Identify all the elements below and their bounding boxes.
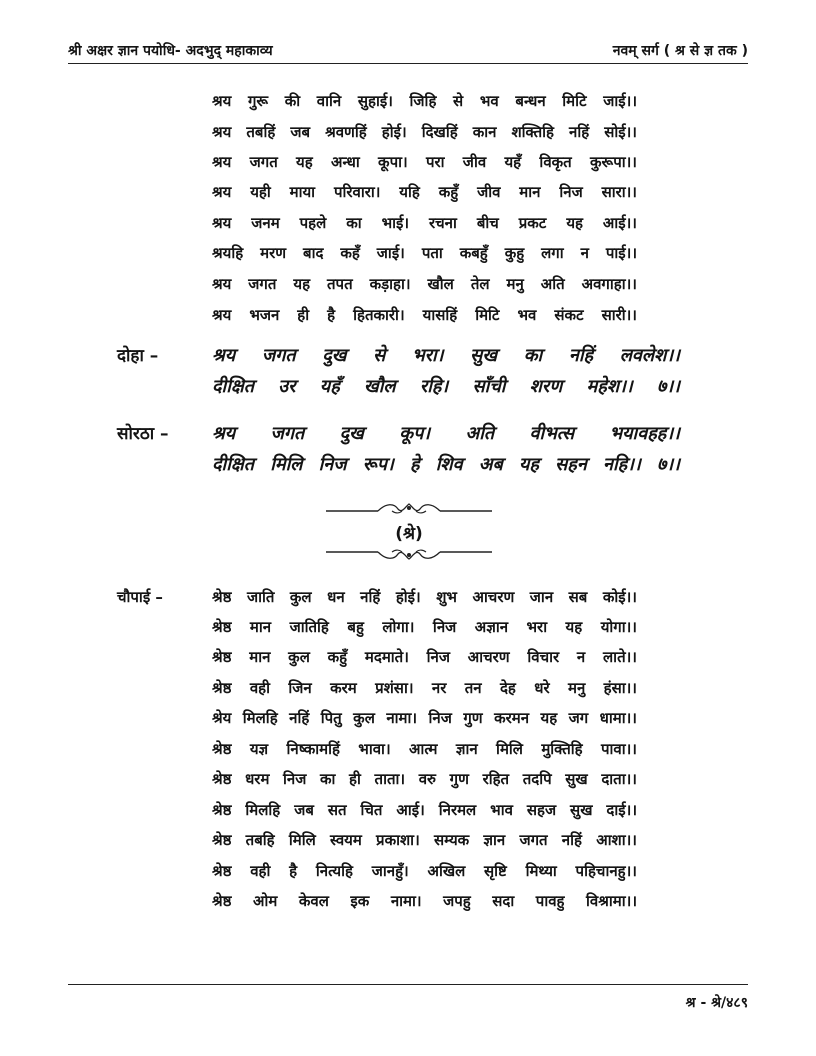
- doha-line: श्रय जगत दुख से भरा। सुख का नहिं लवलेश।।: [212, 345, 680, 366]
- soratha-line: दीक्षित मिलि निज रूप। हे शिव अब यह सहन नहि।। ७।।: [212, 454, 680, 475]
- ornament-divider-top: [326, 500, 492, 516]
- verse-line: श्रेष्ठ यज्ञ निष्कामहिं भावा। आत्म ज्ञान मिलि मुक्तिहि पावा।।: [212, 740, 637, 758]
- verse-line: श्रय जगत यह तपत कड़ाहा। खौल तेल मनु अति अवगाहा।।: [212, 275, 637, 293]
- chaupai-label: चौपाई –: [117, 588, 163, 606]
- verse-line: श्रेष्ठ मान जातिहि बहु लोगा। निज अज्ञान भरा यह योगा।।: [212, 618, 637, 636]
- verse-line: श्रेष्ठ मान कुल कहुँ मदमाते। निज आचरण विचार न लाते।।: [212, 648, 637, 666]
- header-rule: [68, 63, 748, 64]
- book-title: श्री अक्षर ज्ञान पयोधि- अदभुद् महाकाव्य: [68, 43, 273, 59]
- verse-line: श्रय गुरू की वानि सुहाई। जिहि से भव बन्धन मिटि जाई।।: [212, 92, 637, 110]
- page-number: श्र - श्रे/४८९: [685, 995, 748, 1011]
- doha-label: दोहा –: [117, 346, 159, 366]
- soratha-line: श्रय जगत दुख कूप। अति वीभत्स भयावहह।।: [212, 423, 680, 444]
- verse-line: श्रेष्ठ जाति कुल धन नहिं होई। शुभ आचरण जान सब कोई।।: [212, 588, 637, 606]
- verse-line: श्रेष्ठ ओम केवल इक नामा। जपहु सदा पावहु विश्रामा।।: [212, 892, 637, 910]
- verse-line: श्रेष्ठ मिलहि जब सत चित आई। निरमल भाव सहज सुख दाई।।: [212, 801, 637, 819]
- running-header: [68, 40, 748, 64]
- chapter-title: नवम् सर्ग ( श्र से ज्ञ तक ): [612, 43, 748, 59]
- verse-line: श्रेष्ठ धरम निज का ही ताता। वरु गुण रहित तदपि सुख दाता।।: [212, 770, 637, 788]
- verse-line: श्रेष्ठ वही जिन करम प्रशंसा। नर तन देह धरे मनु हंसा।।: [212, 679, 637, 697]
- verse-line: श्रय जगत यह अन्धा कूपा। परा जीव यहँ विकृत कुरूपा।।: [212, 153, 637, 171]
- verse-line: श्रेष्ठ वही है नित्यहि जानहुँ। अखिल सृष्टि मिथ्या पहिचानहु।।: [212, 862, 637, 880]
- doha-line: दीक्षित उर यहँ खौल रहि। साँची शरण महेश।। ७।।: [212, 376, 680, 397]
- verse-line: श्रेय मिलहि नहिं पितु कुल नामा। निज गुण करमन यह जग धामा।।: [212, 709, 637, 727]
- verse-line: श्रेष्ठ तबहि मिलि स्वयम प्रकाशा। सम्यक ज्ञान जगत नहिं आशा।।: [212, 831, 637, 849]
- verse-line: श्रय तबहिं जब श्रवणहिं होई। दिखहिं कान शक्तिहि नहिं सोई।।: [212, 123, 637, 141]
- verse-line: श्रय भजन ही है हितकारी। यासहिं मिटि भव संकट सारी।।: [212, 306, 637, 324]
- section-heading: (श्रे): [395, 524, 423, 544]
- verse-line: श्रय जनम पहले का भाई। रचना बीच प्रकट यह आई।।: [212, 214, 637, 232]
- ornament-divider-bottom: [326, 546, 492, 562]
- soratha-label: सोरठा –: [117, 424, 169, 444]
- verse-line: श्रय यही माया परिवारा। यहि कहुँ जीव मान निज सारा।।: [212, 183, 637, 201]
- footer-rule: [68, 984, 748, 985]
- verse-line: श्रयहि मरण बाद कहँ जाई। पता कबहुँ कुहु लगा न पाई।।: [212, 244, 637, 262]
